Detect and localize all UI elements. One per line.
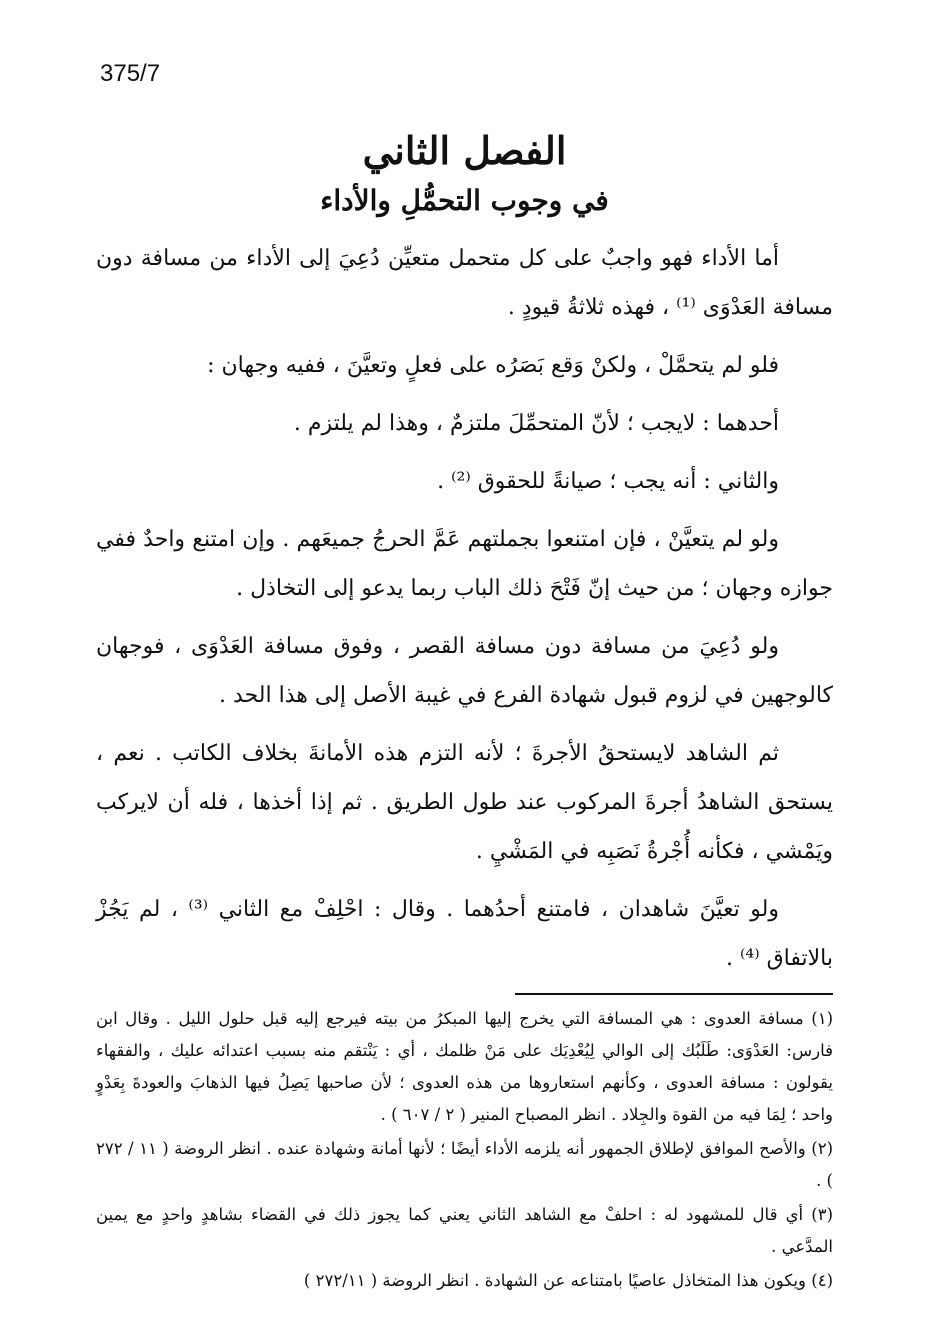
paragraph: والثاني : أنه يجب ؛ صيانةً للحقوق ⁽²⁾ . <box>437 469 779 495</box>
footnote: (٤) ويكون هذا المتخاذل عاصيًا بامتناعه عن الشهادة . انظر الروضة ( ٢٧٢/١١ ) <box>303 1271 833 1291</box>
paragraph: ثم الشاهد لايستحقُ الأجرةَ ؛ لأنه التزم هذه الأمانةَ بخلاف الكاتب . نعم ، يستحق الشاهدُ أجرةَ المركوب عند طول الطريق . ثم إذا أخذها ، فله أن لايركب ويَمْشي ، فكأنه أُجْرةُ نَصَبِه في المَشْيِ . <box>96 741 833 865</box>
footnote: (١) مسافة العدوى : هي المسافة التي يخرج إليها المبكرُ من بيته فيرجع إليه قبل حلول الليل . وقال ابن فارس: العَدْوَى: طَلَبُك إلى الوالي لِيُعْدِيَك على مَنْ ظلمك ، أي : يَنْتقم منه بسبب اعتدائه عليك ، والفقهاء يقولون : مسافة العدوى ، وكأنهم استعاروها من هذه العدوى ؛ لأن صاحبها يَصِلُ فيها الذهابَ والعودةَ بِعَدْوٍ واحد ؛ لِمَا فيه من القوة والجِلاد . انظر المصباح المنير ( ٢ / ٦٠٧ ) . <box>96 1009 833 1125</box>
paragraph: ولو دُعِيَ من مسافة دون مسافة القصر ، وفوق مسافة العَدْوَى ، فوجهان كالوجهين في لزوم قبول شهادة الفرع في غيبة الأصل إلى هذا الحد . <box>96 634 833 709</box>
paragraph: ولو لم يتعيَّنْ ، فإن امتنعوا بجملتهم عَمَّ الحرجُ جميعَهم . وإن امتنع واحدٌ ففي جوازه وجهان ؛ من حيث إنّ فَتْحَ ذلك الباب ربما يدعو إلى التخاذل . <box>96 527 833 602</box>
page-number: 375/7 <box>100 60 161 87</box>
paragraph: أما الأداء فهو واجبٌ على كل متحمل متعيِّن دُعِيَ إلى الأداء من مسافة دون مسافة العَدْوَى ⁽¹⁾ ، فهذه ثلاثةُ قيودٍ . <box>96 246 833 321</box>
footnote-separator <box>515 993 833 995</box>
paragraph: فلو لم يتحمَّلْ ، ولكنْ وَقع بَصَرُه على فعلٍ وتعيَّنَ ، ففيه وجهان : <box>207 353 779 379</box>
chapter-title: الفصل الثاني <box>362 128 567 173</box>
page-content <box>96 125 833 1299</box>
paragraph: أحدهما : لايجب ؛ لأنّ المتحمِّلَ ملتزمٌ ، وهذا لم يلتزم . <box>293 411 779 437</box>
footnote: (٣) أي قال للمشهود له : احلفْ مع الشاهد الثاني يعني كما يجوز ذلك في القضاء بشاهدٍ واحدٍ مع يمين المدَّعي . <box>96 1205 833 1257</box>
paragraph: ولو تعيَّنَ شاهدان ، فامتنع أحدُهما . وقال : احْلِفْ مع الثاني ⁽³⁾ ، لم يَجُزْ بالاتفاق ⁽⁴⁾ . <box>96 897 833 972</box>
chapter-subtitle: في وجوب التحمُّلِ والأداء <box>320 184 609 218</box>
footnote: (٢) والأصح الموافق لإطلاق الجمهور أنه يلزمه الأداء أيضًا ؛ لأنها أمانة وشهادة عنده . انظر الروضة ( ١١ / ٢٧٢ ) . <box>96 1139 833 1191</box>
